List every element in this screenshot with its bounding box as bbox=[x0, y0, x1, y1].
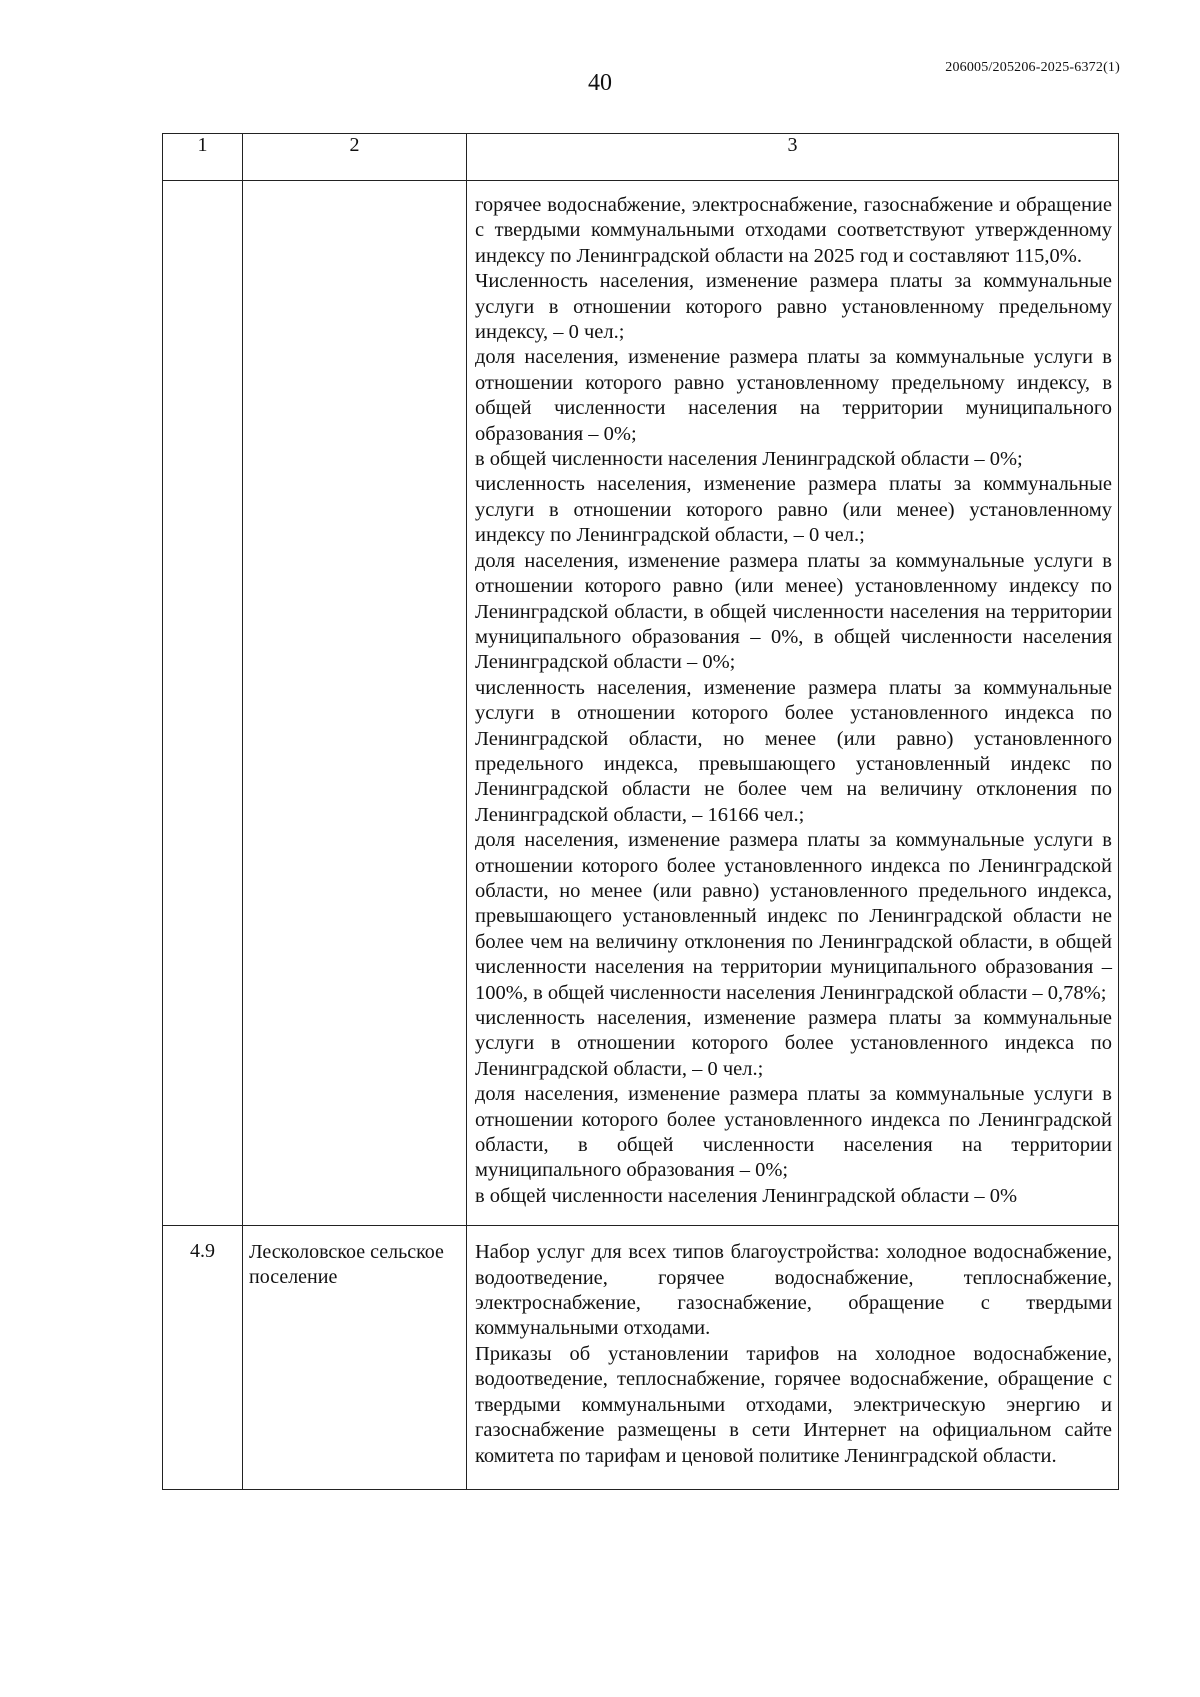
column-header-1: 1 bbox=[163, 134, 243, 181]
document-code: 206005/205206-2025-6372(1) bbox=[945, 60, 1120, 75]
text-paragraph: доля населения, изменение размера платы за коммунальные услуги в отношении которого равно установленному предельному индексу, в общей численности населения на территории муниципального образования – 0%; bbox=[475, 346, 1112, 445]
table-row bbox=[163, 1226, 1119, 1490]
row-number-cell: 4.9 bbox=[163, 1226, 243, 1490]
table-header-row bbox=[163, 134, 1119, 181]
row-number-cell bbox=[163, 181, 243, 1226]
row-name-cell bbox=[243, 181, 467, 1226]
row-name-cell: Лесколовское сельское поселение bbox=[243, 1226, 467, 1490]
text-paragraph: численность населения, изменение размера платы за коммунальные услуги в отношении которого более установленного индекса по Ленинградской области, но менее (или равно) установленного предельного индекса, превышающего установленный индекс по Ленинградской области не более чем на величину отклонения по Ленинградской области, – 16166 чел.; bbox=[475, 676, 1112, 826]
text-paragraph: в общей численности населения Ленинградской области – 0% bbox=[475, 1184, 1018, 1207]
data-table bbox=[162, 133, 1119, 1490]
text-paragraph: численность населения, изменение размера платы за коммунальные услуги в отношении которого более установленного индекса по Ленинградской области, – 0 чел.; bbox=[475, 1007, 1112, 1080]
text-paragraph: Приказы об установлении тарифов на холодное водоснабжение, водоотведение, теплоснабжение, горячее водоснабжение, обращение с твердыми коммунальными отходами, электрическую энергию и газоснабжение размещены в сети Интернет на официальном сайте комитета по тарифам и ценовой политике Ленинградской области. bbox=[475, 1342, 1112, 1467]
text-paragraph: Набор услуг для всех типов благоустройства: холодное водоснабжение, водоотведение, горячее водоснабжение, теплоснабжение, электроснабжение, газоснабжение, обращение с твердыми коммунальными отходами. bbox=[475, 1241, 1112, 1340]
table-row bbox=[163, 181, 1119, 1226]
text-paragraph: численность населения, изменение размера платы за коммунальные услуги в отношении которого равно (или менее) установленному индексу по Ленинградской области, – 0 чел.; bbox=[475, 473, 1112, 547]
text-paragraph: доля населения, изменение размера платы за коммунальные услуги в отношении которого равно (или менее) установленному индексу по Ленинградской области, в общей численности населения на территории муниципального образования – 0%, в общей численности населения Ленинградской области – 0%; bbox=[475, 549, 1112, 674]
text-paragraph: доля населения, изменение размера платы за коммунальные услуги в отношении которого более установленного индекса по Ленинградской области, в общей численности населения на территории муниципального образования – 0%; bbox=[475, 1083, 1112, 1182]
row-text-cell bbox=[467, 181, 1119, 1226]
text-paragraph: Численность населения, изменение размера платы за коммунальные услуги в отношении которого равно установленному предельному индексу, – 0 чел.; bbox=[475, 270, 1112, 344]
text-paragraph: в общей численности населения Ленинградской области – 0%; bbox=[475, 448, 1023, 471]
column-header-3: 3 bbox=[467, 134, 1119, 181]
text-paragraph: горячее водоснабжение, электроснабжение, газоснабжение и обращение с твердыми коммунальными отходами соответствуют утвержденному индексу по Ленинградской области на 2025 год и составляют 115,0%. bbox=[475, 194, 1112, 267]
row-text-cell bbox=[467, 1226, 1119, 1490]
column-header-2: 2 bbox=[243, 134, 467, 181]
text-paragraph: доля населения, изменение размера платы за коммунальные услуги в отношении которого более установленного индекса по Ленинградской области, но менее (или равно) установленного предельного индекса, превышающего установленный индекс по Ленинградской области не более чем на величину отклонения по Ленинградской области, в общей численности населения на территории муниципального образования – 100%, в общей численности населения Ленинградской области – 0,78%; bbox=[475, 829, 1112, 1004]
page-number: 40 bbox=[588, 70, 612, 96]
